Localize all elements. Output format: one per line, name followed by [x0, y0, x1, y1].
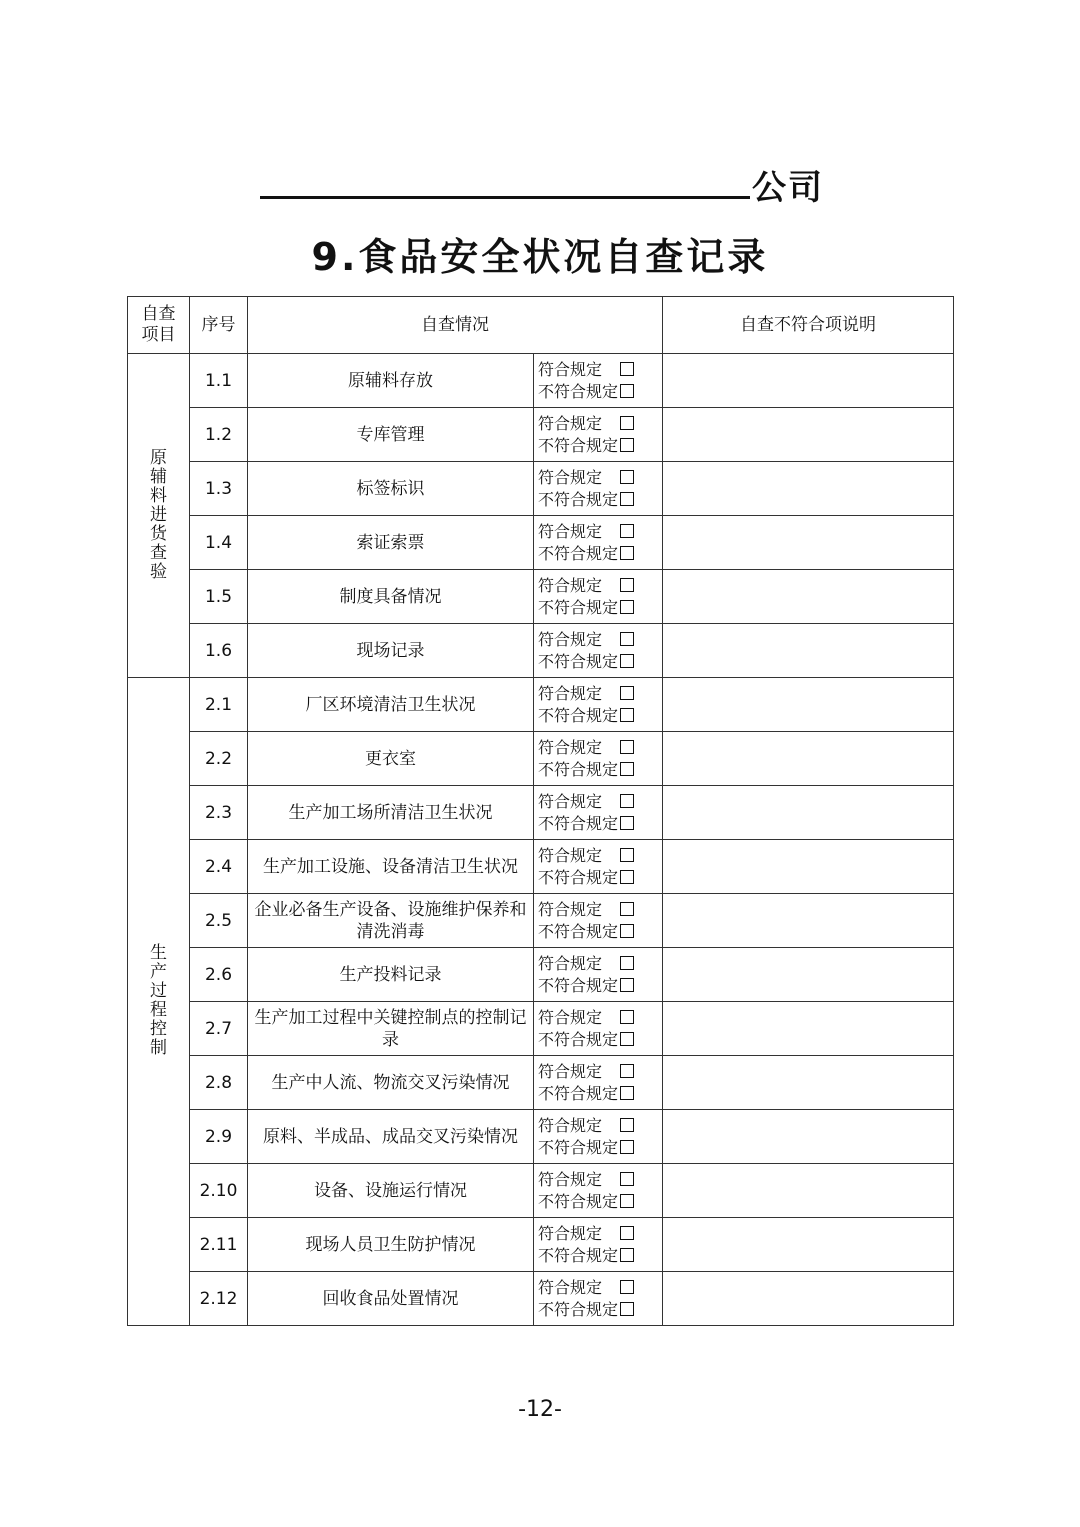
nonconform-label: 不符合规定 [538, 975, 619, 995]
row-item: 标签标识 [248, 462, 534, 516]
option-conform [538, 845, 662, 867]
nonconform-label: 不符合规定 [538, 381, 619, 401]
conform-checkbox[interactable] [620, 1064, 634, 1078]
conform-label: 符合规定 [538, 683, 603, 703]
row-seq: 1.2 [190, 408, 248, 462]
header-seq: 序号 [190, 297, 248, 354]
conform-checkbox[interactable] [620, 686, 634, 700]
nonconform-checkbox[interactable] [620, 654, 634, 668]
option-nonconform [538, 759, 662, 781]
nonconform-label: 不符合规定 [538, 867, 619, 887]
row-seq: 2.3 [190, 786, 248, 840]
nonconform-checkbox[interactable] [620, 978, 634, 992]
row-item: 生产加工设施、设备清洁卫生状况 [248, 840, 534, 894]
row-item: 厂区环境清洁卫生状况 [248, 678, 534, 732]
nonconform-label: 不符合规定 [538, 435, 619, 455]
option-nonconform [538, 1083, 662, 1105]
check-options [534, 894, 663, 948]
nonconformity-note-field[interactable] [663, 732, 954, 786]
nonconformity-note-field[interactable] [663, 1002, 954, 1056]
row-seq: 1.6 [190, 624, 248, 678]
row-seq: 2.9 [190, 1110, 248, 1164]
conform-checkbox[interactable] [620, 956, 634, 970]
row-seq: 2.4 [190, 840, 248, 894]
conform-label: 符合规定 [538, 629, 603, 649]
conform-checkbox[interactable] [620, 578, 634, 592]
nonconform-checkbox[interactable] [620, 1032, 634, 1046]
nonconform-checkbox[interactable] [620, 1302, 634, 1316]
nonconform-label: 不符合规定 [538, 651, 619, 671]
row-item: 更衣室 [248, 732, 534, 786]
option-nonconform [538, 975, 662, 997]
check-options [534, 1164, 663, 1218]
category-cell [128, 678, 190, 1326]
row-seq: 2.11 [190, 1218, 248, 1272]
conform-checkbox[interactable] [620, 1280, 634, 1294]
nonconform-checkbox[interactable] [620, 1140, 634, 1154]
row-item: 专库管理 [248, 408, 534, 462]
conform-checkbox[interactable] [620, 1010, 634, 1024]
row-seq: 1.5 [190, 570, 248, 624]
row-item: 生产中人流、物流交叉污染情况 [248, 1056, 534, 1110]
table-row [128, 516, 954, 570]
option-conform [538, 521, 662, 543]
conform-checkbox[interactable] [620, 416, 634, 430]
company-suffix: 公司 [752, 168, 824, 208]
check-options [534, 408, 663, 462]
table-row [128, 840, 954, 894]
company-name-blank[interactable] [260, 196, 750, 199]
conform-label: 符合规定 [538, 1115, 603, 1135]
conform-checkbox[interactable] [620, 1226, 634, 1240]
conform-checkbox[interactable] [620, 1172, 634, 1186]
conform-checkbox[interactable] [620, 632, 634, 646]
conform-checkbox[interactable] [620, 902, 634, 916]
row-item: 生产投料记录 [248, 948, 534, 1002]
conform-checkbox[interactable] [620, 524, 634, 538]
option-nonconform [538, 489, 662, 511]
row-seq: 2.1 [190, 678, 248, 732]
conform-label: 符合规定 [538, 467, 603, 487]
option-nonconform [538, 867, 662, 889]
conform-label: 符合规定 [538, 899, 603, 919]
row-item: 索证索票 [248, 516, 534, 570]
row-seq: 2.2 [190, 732, 248, 786]
conform-checkbox[interactable] [620, 1118, 634, 1132]
option-nonconform [538, 435, 662, 457]
table-row [128, 1272, 954, 1326]
nonconform-checkbox[interactable] [620, 762, 634, 776]
option-nonconform [538, 705, 662, 727]
option-conform [538, 413, 662, 435]
conform-label: 符合规定 [538, 521, 603, 541]
check-options [534, 1002, 663, 1056]
nonconform-label: 不符合规定 [538, 1137, 619, 1157]
conform-label: 符合规定 [538, 1169, 603, 1189]
row-item: 生产加工过程中关键控制点的控制记录 [248, 1002, 534, 1056]
nonconformity-note-field[interactable] [663, 1218, 954, 1272]
check-options [534, 1272, 663, 1326]
nonconform-label: 不符合规定 [538, 489, 619, 509]
option-conform [538, 1223, 662, 1245]
nonconformity-note-field[interactable] [663, 840, 954, 894]
nonconform-checkbox[interactable] [620, 816, 634, 830]
nonconform-label: 不符合规定 [538, 921, 619, 941]
row-item: 原料、半成品、成品交叉污染情况 [248, 1110, 534, 1164]
nonconformity-note-field[interactable] [663, 678, 954, 732]
option-conform [538, 1061, 662, 1083]
row-item: 企业必备生产设备、设施维护保养和清洗消毒 [248, 894, 534, 948]
row-item: 设备、设施运行情况 [248, 1164, 534, 1218]
table-row [128, 570, 954, 624]
conform-checkbox[interactable] [620, 362, 634, 376]
option-nonconform [538, 381, 662, 403]
table-row [128, 408, 954, 462]
table-row [128, 678, 954, 732]
conform-label: 符合规定 [538, 737, 603, 757]
nonconformity-note-field[interactable] [663, 570, 954, 624]
conform-label: 符合规定 [538, 359, 603, 379]
option-conform [538, 899, 662, 921]
row-item: 现场人员卫生防护情况 [248, 1218, 534, 1272]
nonconformity-note-field[interactable] [663, 894, 954, 948]
option-nonconform [538, 1299, 662, 1321]
nonconformity-note-field[interactable] [663, 786, 954, 840]
check-options [534, 462, 663, 516]
category-label: 生产过程控制 [150, 943, 167, 1058]
category-cell [128, 354, 190, 678]
table-row [128, 894, 954, 948]
option-nonconform [538, 921, 662, 943]
option-conform [538, 791, 662, 813]
nonconformity-note-field[interactable] [663, 462, 954, 516]
nonconformity-note-field[interactable] [663, 1110, 954, 1164]
option-conform [538, 1007, 662, 1029]
nonconform-checkbox[interactable] [620, 600, 634, 614]
option-nonconform [538, 651, 662, 673]
header-status: 自查情况 [248, 297, 663, 354]
option-nonconform [538, 543, 662, 565]
nonconform-checkbox[interactable] [620, 384, 634, 398]
option-conform [538, 1115, 662, 1137]
table-row [128, 624, 954, 678]
page-number: -12- [518, 1397, 562, 1422]
nonconform-label: 不符合规定 [538, 1299, 619, 1319]
page-title: 9.食品安全状况自查记录 [311, 235, 769, 279]
nonconformity-note-field[interactable] [663, 516, 954, 570]
nonconformity-note-field[interactable] [663, 354, 954, 408]
row-seq: 1.1 [190, 354, 248, 408]
nonconform-checkbox[interactable] [620, 1194, 634, 1208]
conform-label: 符合规定 [538, 575, 603, 595]
nonconform-label: 不符合规定 [538, 543, 619, 563]
nonconformity-note-field[interactable] [663, 1272, 954, 1326]
table-row [128, 1218, 954, 1272]
check-options [534, 786, 663, 840]
row-seq: 2.8 [190, 1056, 248, 1110]
row-seq: 2.5 [190, 894, 248, 948]
row-item: 制度具备情况 [248, 570, 534, 624]
conform-label: 符合规定 [538, 791, 603, 811]
row-seq: 1.3 [190, 462, 248, 516]
check-options [534, 624, 663, 678]
nonconform-label: 不符合规定 [538, 1245, 619, 1265]
nonconform-checkbox[interactable] [620, 870, 634, 884]
row-item: 生产加工场所清洁卫生状况 [248, 786, 534, 840]
nonconformity-note-field[interactable] [663, 948, 954, 1002]
nonconform-checkbox[interactable] [620, 924, 634, 938]
table-row [128, 948, 954, 1002]
option-conform [538, 1169, 662, 1191]
row-seq: 1.4 [190, 516, 248, 570]
conform-label: 符合规定 [538, 1277, 603, 1297]
row-seq: 2.10 [190, 1164, 248, 1218]
header-project: 自查项目 [128, 297, 190, 354]
check-options [534, 732, 663, 786]
check-options [534, 1110, 663, 1164]
option-conform [538, 683, 662, 705]
nonconform-checkbox[interactable] [620, 708, 634, 722]
table-row [128, 462, 954, 516]
option-nonconform [538, 1137, 662, 1159]
conform-label: 符合规定 [538, 1223, 603, 1243]
row-item: 原辅料存放 [248, 354, 534, 408]
check-options [534, 1056, 663, 1110]
conform-checkbox[interactable] [620, 848, 634, 862]
check-options [534, 948, 663, 1002]
table-row [128, 1056, 954, 1110]
nonconform-checkbox[interactable] [620, 546, 634, 560]
nonconform-label: 不符合规定 [538, 1029, 619, 1049]
conform-label: 符合规定 [538, 845, 603, 865]
option-conform [538, 1277, 662, 1299]
check-options [534, 1218, 663, 1272]
table-row [128, 1164, 954, 1218]
option-nonconform [538, 813, 662, 835]
table-row [128, 786, 954, 840]
category-label: 原辅料进货查验 [150, 447, 167, 582]
nonconform-checkbox[interactable] [620, 1248, 634, 1262]
conform-label: 符合规定 [538, 1007, 603, 1027]
nonconform-label: 不符合规定 [538, 813, 619, 833]
row-seq: 2.12 [190, 1272, 248, 1326]
option-conform [538, 359, 662, 381]
nonconform-checkbox[interactable] [620, 492, 634, 506]
check-options [534, 354, 663, 408]
nonconformity-note-field[interactable] [663, 624, 954, 678]
nonconformity-note-field[interactable] [663, 1164, 954, 1218]
table-row [128, 1002, 954, 1056]
nonconformity-note-field[interactable] [663, 1056, 954, 1110]
nonconform-checkbox[interactable] [620, 1086, 634, 1100]
option-nonconform [538, 1245, 662, 1267]
row-item: 现场记录 [248, 624, 534, 678]
nonconform-label: 不符合规定 [538, 705, 619, 725]
table-row [128, 732, 954, 786]
conform-checkbox[interactable] [620, 740, 634, 754]
option-nonconform [538, 1191, 662, 1213]
nonconform-label: 不符合规定 [538, 1083, 619, 1103]
option-conform [538, 737, 662, 759]
table-row [128, 354, 954, 408]
option-nonconform [538, 1029, 662, 1051]
option-conform [538, 575, 662, 597]
nonconform-checkbox[interactable] [620, 438, 634, 452]
check-options [534, 516, 663, 570]
conform-checkbox[interactable] [620, 470, 634, 484]
conform-checkbox[interactable] [620, 794, 634, 808]
check-options [534, 678, 663, 732]
nonconform-label: 不符合规定 [538, 759, 619, 779]
check-options [534, 570, 663, 624]
option-conform [538, 467, 662, 489]
nonconform-label: 不符合规定 [538, 1191, 619, 1211]
conform-label: 符合规定 [538, 953, 603, 973]
option-nonconform [538, 597, 662, 619]
check-options [534, 840, 663, 894]
option-conform [538, 953, 662, 975]
header-note: 自查不符合项说明 [663, 297, 954, 354]
row-seq: 2.6 [190, 948, 248, 1002]
conform-label: 符合规定 [538, 1061, 603, 1081]
nonconformity-note-field[interactable] [663, 408, 954, 462]
conform-label: 符合规定 [538, 413, 603, 433]
row-item: 回收食品处置情况 [248, 1272, 534, 1326]
self-check-table [127, 296, 954, 1326]
table-row [128, 1110, 954, 1164]
nonconform-label: 不符合规定 [538, 597, 619, 617]
row-seq: 2.7 [190, 1002, 248, 1056]
table-header-row [128, 297, 954, 354]
option-conform [538, 629, 662, 651]
